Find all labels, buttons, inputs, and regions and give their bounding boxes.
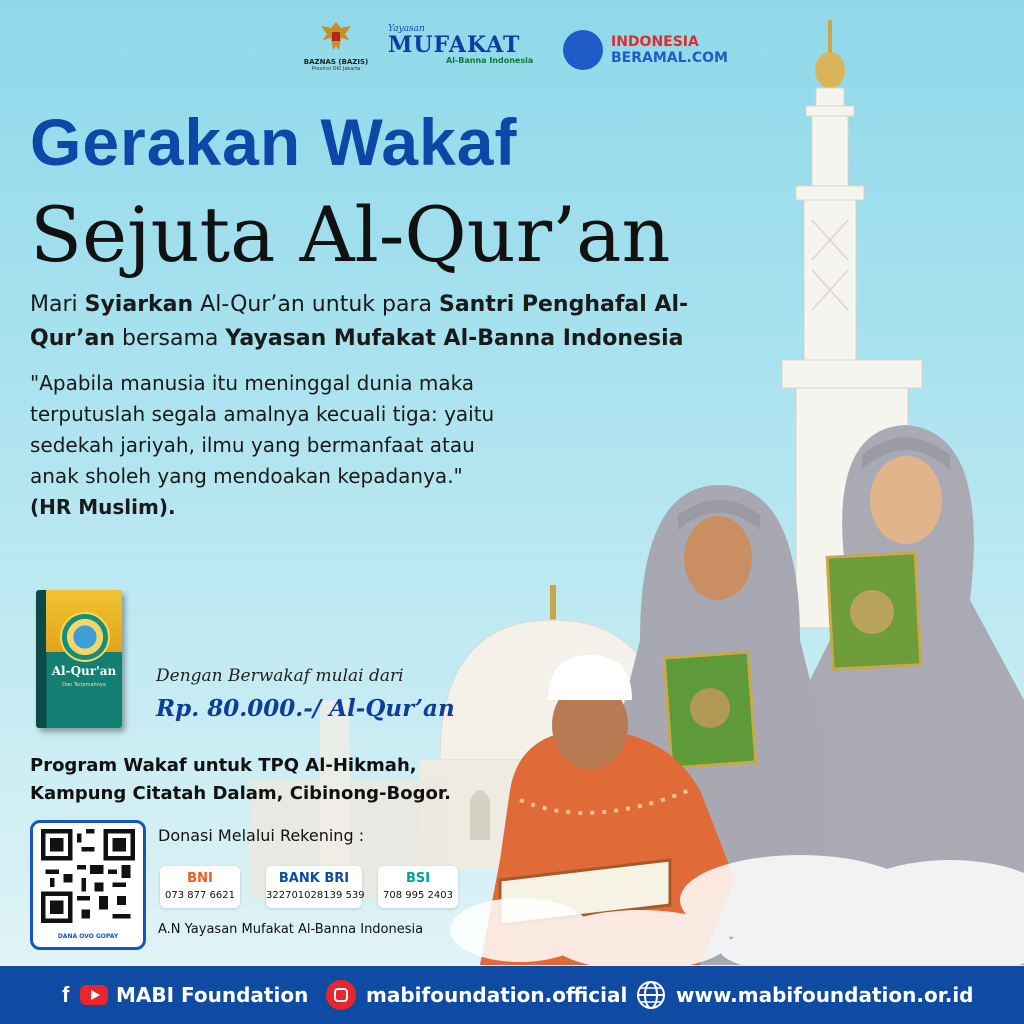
offer-price: Rp. 80.000.-/ Al-Qur’an (156, 695, 455, 722)
bank-card-bni (160, 866, 240, 908)
qr-code-icon (41, 829, 135, 923)
bank-account-number: 073 877 6621 (165, 890, 235, 901)
headline-line2: Sejuta Al-Qur’an (30, 190, 671, 279)
baznas-logo (300, 20, 372, 72)
book-subtitle: Dan Terjemahnya (62, 682, 106, 688)
baznas-name: BAZNAS (BAZIS) (303, 58, 369, 66)
lead-paragraph (30, 288, 770, 356)
lead-bold: Santri Penghafal Al-Qur’an (30, 292, 689, 351)
bank-card-bri (266, 866, 365, 908)
indonesia-beramal-line1: INDONESIA (611, 34, 699, 50)
hadith-quote (30, 368, 500, 523)
footer-channel-name: MABI Foundation (116, 983, 309, 1007)
program-info (30, 752, 490, 808)
qr-payment-methods: DANA OVO GOPAY (57, 933, 119, 940)
indonesia-beramal-line2: BERAMAL.COM (611, 50, 728, 66)
footer-website[interactable] (636, 966, 974, 1024)
mufakat-sub: Al-Banna Indonesia (446, 56, 534, 65)
lead-bold: Yayasan Mufakat Al-Banna Indonesia (225, 326, 684, 351)
quote-text: "Apabila manusia itu meninggal dunia maka terputuslah segala amalnya kecuali tiga: yaitu sedekah jariyah, ilmu yang bermanfaat atau anak sholeh yang mendoakan kepadanya." (30, 371, 495, 488)
instagram-icon (326, 980, 356, 1010)
facebook-icon: f (62, 982, 70, 1007)
footer-instagram-handle: mabifoundation.official (366, 983, 628, 1007)
bank-card-bsi (378, 866, 458, 908)
account-holder-name: A.N Yayasan Mufakat Al-Banna Indonesia (158, 922, 424, 937)
globe-icon (636, 980, 666, 1010)
program-line1: Program Wakaf untuk TPQ Al-Hikmah, (30, 755, 417, 776)
book-title: Al-Qur'an (51, 664, 117, 678)
baznas-region: Provinsi DKI Jakarta (311, 66, 361, 72)
headline-line1: Gerakan Wakaf (30, 105, 518, 179)
youtube-icon (80, 985, 108, 1005)
lead-text: Mari (30, 292, 85, 317)
footer-instagram[interactable] (326, 966, 627, 1024)
lead-text: bersama (115, 326, 226, 351)
footer-facebook-youtube[interactable] (62, 966, 308, 1024)
mufakat-name: MUFAKAT (388, 32, 521, 58)
book-medallion-icon (60, 612, 110, 662)
indonesia-beramal-logo (563, 28, 753, 72)
mufakat-script: Yayasan (388, 24, 425, 34)
program-line2: Kampung Citatah Dalam, Cibinong-Bogor. (30, 783, 452, 804)
lead-text: Al-Qur’an untuk para (193, 292, 439, 317)
quran-book-image (36, 590, 122, 728)
offer-start-text: Dengan Berwakaf mulai dari (156, 666, 404, 686)
mufakat-logo (388, 24, 548, 65)
bank-account-number: 708 995 2403 (383, 890, 453, 901)
qr-code-card[interactable] (30, 820, 146, 950)
bank-name: BANK BRI (278, 871, 350, 886)
bank-name: BNI (187, 871, 213, 886)
donation-title: Donasi Melalui Rekening : (158, 826, 365, 845)
quote-source: (HR Muslim). (30, 495, 176, 519)
hand-heart-icon (563, 30, 603, 70)
footer-bar (0, 966, 1024, 1024)
bank-name: BSI (405, 871, 431, 886)
garuda-emblem-icon (319, 20, 353, 54)
footer-website-url: www.mabifoundation.or.id (676, 983, 974, 1007)
bank-account-number: 322701028139 539 (266, 890, 365, 901)
lead-bold: Syiarkan (84, 292, 194, 317)
